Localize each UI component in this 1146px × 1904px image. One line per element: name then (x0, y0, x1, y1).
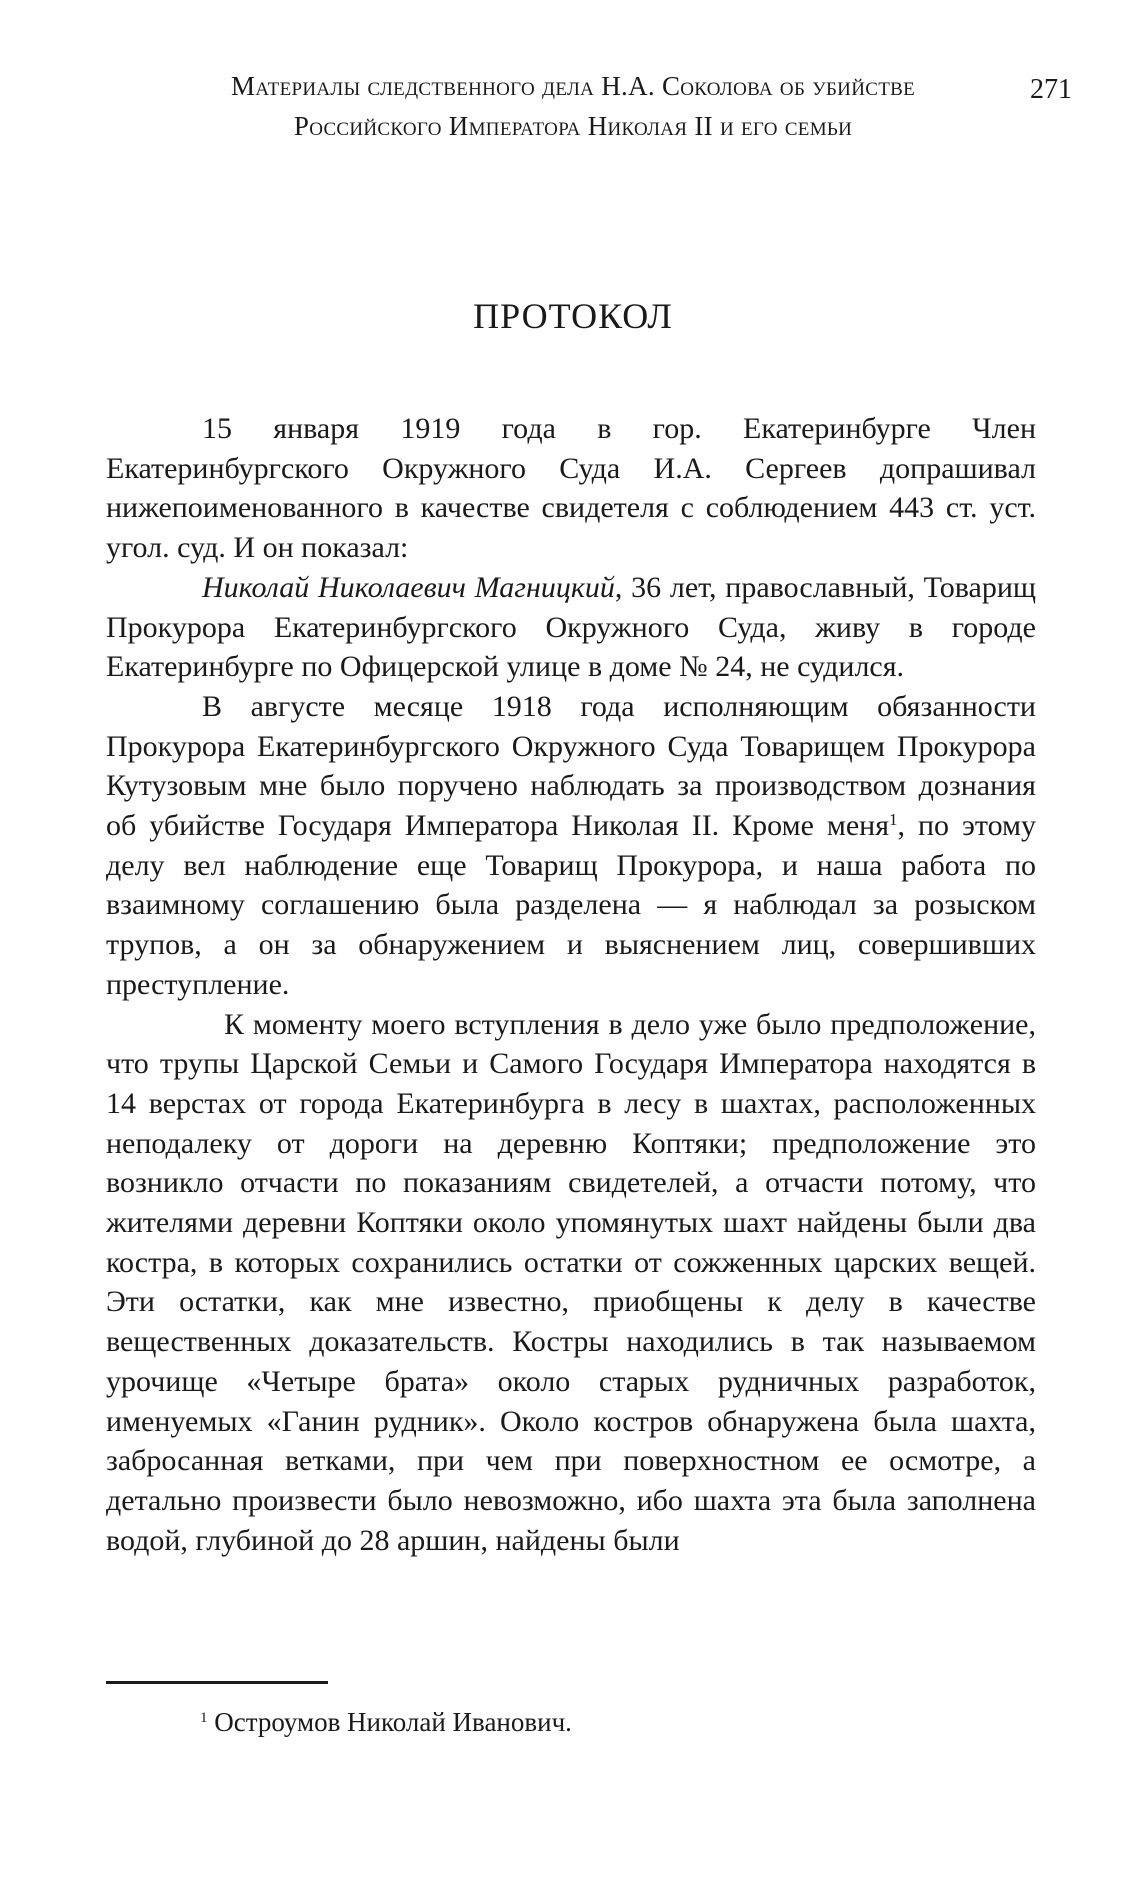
body-text (106, 409, 1036, 1560)
page-number: 271 (1030, 74, 1072, 105)
running-head (0, 66, 1146, 146)
footnote-mark: 1 (200, 1710, 208, 1726)
assignment-text-start: В августе месяце 1918 года исполняющим обязанности Прокурора Екатеринбургского Окружного Суда Товарищем Прокурора Кутузовым мне было поручено наблюдать за производством дознания об убийстве Государя Императора Николая II. Кроме меня (106, 689, 1036, 843)
witness-details: , 36 лет, православный, Товарищ Прокурора Екатеринбургского Окружного Суда, живу в городе Екатеринбурге по Офицерской улице в доме № 24, не судился. (106, 570, 1036, 684)
paragraph-search: К моменту моего вступления в дело уже было предположение, что трупы Царской Семьи и Самого Государя Императора находятся в 14 верстах от города Екатеринбурга в лесу в шахтах, расположенных неподалеку от дороги на деревню Коптяки; предположение это возникло отчасти по показаниям свидетелей, а отчасти потому, что жителями деревни Коптяки около упомянутых шахт найдены были два костра, в которых сохранились остатки от сожженных царских вещей. Эти остатки, как мне известно, приобщены к делу в качестве вещественных доказательств. Костры находились в так называемом урочище «Четыре брата» около старых рудничных разработок, именуемых «Ганин рудник». Около костров обнаружена была шахта, забросанная ветками, при чем при поверхностном ее осмотре, а детально произвести было невозможно, ибо шахта эта была заполнена водой, глубиной до 28 аршин, найдены были (106, 1007, 1036, 1557)
footnote (200, 1704, 572, 1740)
paragraph-witness-identity (106, 568, 1036, 687)
document-title: ПРОТОКОЛ (473, 296, 673, 336)
witness-name: Николай Николаевич Магницкий (202, 570, 615, 604)
running-head-line-2: Российского Императора Николая II и его семьи (293, 111, 853, 141)
paragraph-intro: 15 января 1919 года в гор. Екатеринбурге Член Екатеринбургского Окружного Суда И.А. Сергеев допрашивал нижепоименованного в качестве свидетеля с соблюдением 443 ст. уст. угол. суд. И он показал: (106, 412, 1036, 565)
assignment-text-end: , по этому делу вел наблюдение еще Товарищ Прокурора, и наша работа по взаимному соглашению была разделена — я наблюдал за розыском трупов, а он за обнаружением и выяснением лиц, совершивших преступление. (106, 809, 1037, 1001)
paragraph-assignment (106, 687, 1036, 1005)
running-head-line-1: Материалы следственного дела Н.А. Соколова об убийстве (231, 71, 915, 101)
footnote-text: Остроумов Николай Иванович. (214, 1707, 572, 1737)
footnote-reference: 1 (889, 810, 898, 830)
footnote-divider (106, 1681, 328, 1684)
